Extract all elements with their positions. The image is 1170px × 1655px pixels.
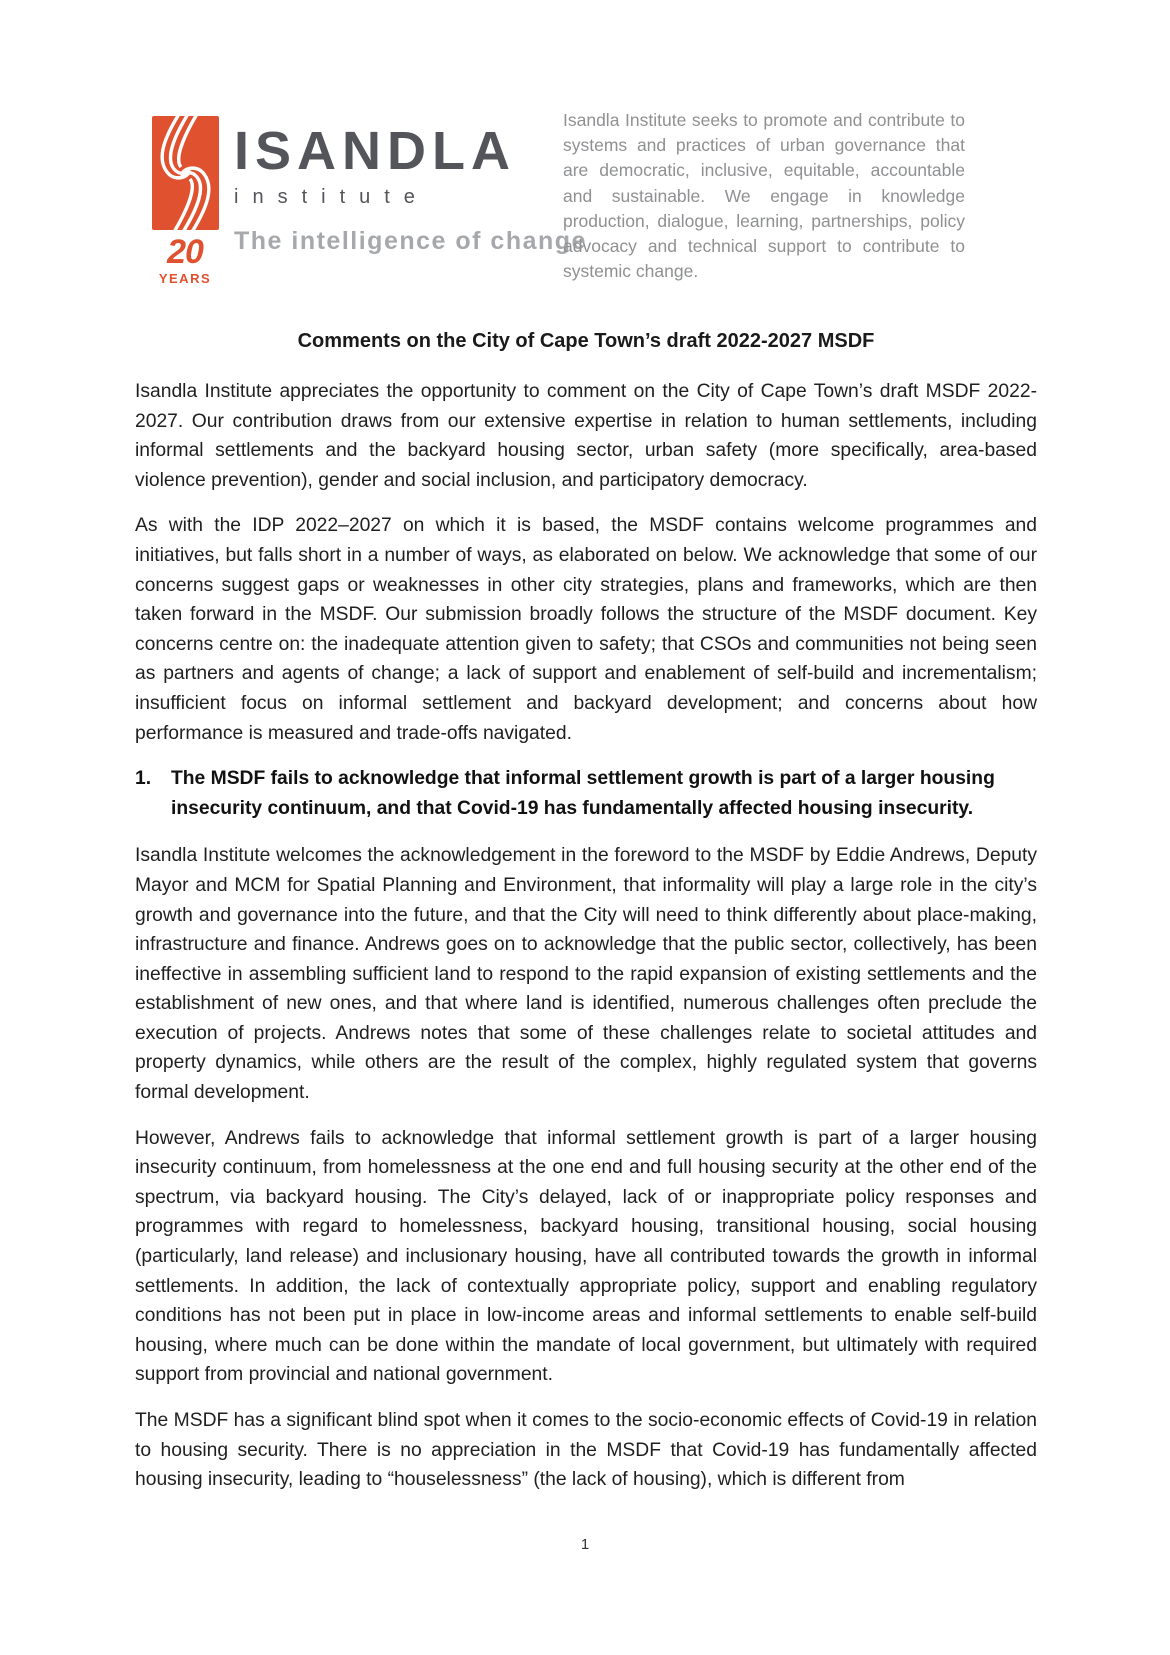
isandla-logo	[150, 116, 587, 285]
section-1-paragraph-2: However, Andrews fails to acknowledge that informal settlement growth is part of a larger housing insecurity continuum, from homelessness at the one end and full housing security at the other end of the spectrum, via backyard housing. The City’s delayed, lack of or inappropriate policy responses and programmes with regard to homelessness, backyard housing, transitional housing, social housing (particularly, land release) and inclusionary housing, have all contributed towards the growth in informal settlements. In addition, the lack of contextually appropriate policy, support and enabling regulatory conditions has not been put in place in low-income areas and informal settlements to enable self-build housing, where much can be done within the mandate of local government, but ultimately with required support from provincial and national government.	[135, 1127, 1037, 1386]
brand-subname: institute	[234, 186, 429, 208]
document-title: Comments on the City of Cape Town’s draft 2022-2027 MSDF	[297, 330, 875, 352]
isandla-logo-mark-icon	[152, 116, 219, 230]
section-1-number: 1.	[135, 768, 152, 790]
brand-name: ISANDLA	[234, 121, 516, 181]
isandla-logo-text-column	[234, 116, 587, 254]
intro-paragraph-1: Isandla Institute appreciates the opportunity to comment on the City of Cape Town’s draft MSDF 2022-2027. Our contribution draws from our extensive expertise in relation to human settlements, including informal settlements and the backyard housing sector, urban safety (more specifically, area-based violence prevention), gender and social inclusion, and participatory democracy.	[135, 381, 1037, 491]
section-1-heading	[135, 764, 1037, 823]
isandla-logo-left-column	[150, 116, 220, 285]
brand-tagline: The intelligence of change	[234, 227, 587, 255]
document-body	[135, 330, 1037, 1511]
anniversary-badge	[159, 235, 211, 285]
anniversary-number: 20	[167, 233, 203, 271]
section-1-paragraph-1: Isandla Institute welcomes the acknowledgement in the foreword to the MSDF by Eddie Andrews, Deputy Mayor and MCM for Spatial Planning and Environment, that informality will play a large role in the city’s growth and governance into the future, and that the City will need to think differently about place-making, infrastructure and finance. Andrews goes on to acknowledge that the public sector, collectively, has been ineffective in assembling sufficient land to respond to the rapid expansion of existing settlements and the establishment of new ones, and that where land is identified, numerous challenges often preclude the execution of projects. Andrews notes that some of these challenges relate to societal attitudes and property dynamics, while others are the result of the complex, highly regulated system that governs formal development.	[135, 845, 1037, 1104]
anniversary-label: YEARS	[158, 271, 212, 286]
intro-paragraph-2: As with the IDP 2022–2027 on which it is based, the MSDF contains welcome programmes and initiatives, but falls short in a number of ways, as elaborated on below. We acknowledge that some of our concerns suggest gaps or weaknesses in other city strategies, plans and frameworks, which are then taken forward in the MSDF. Our submission broadly follows the structure of the MSDF document. Key concerns centre on: the inadequate attention given to safety; that CSOs and communities not being seen as partners and agents of change; a lack of support and enablement of self-build and incrementalism; insufficient focus on informal settlement and backyard development; and concerns about how performance is measured and trade-offs navigated.	[135, 515, 1037, 744]
section-1-paragraph-3: The MSDF has a significant blind spot when it comes to the socio-economic effects of Covid-19 in relation to housing security. There is no appreciation in the MSDF that Covid-19 has fundamentally affected housing insecurity, leading to “houselessness” (the lack of housing), which is different from	[135, 1410, 1037, 1491]
mission-statement: Isandla Institute seeks to promote and contribute to systems and practices of urban governance that are democratic, inclusive, equitable, accountable and sustainable. We engage in knowledge production, dialogue, learning, partnerships, policy advocacy and technical support to contribute to systemic change.	[563, 110, 965, 282]
section-1-heading-text: The MSDF fails to acknowledge that informal settlement growth is part of a larger housing insecurity continuum, and that Covid-19 has fundamentally affected housing insecurity.	[171, 768, 995, 819]
page-number: 1	[580, 1536, 590, 1553]
